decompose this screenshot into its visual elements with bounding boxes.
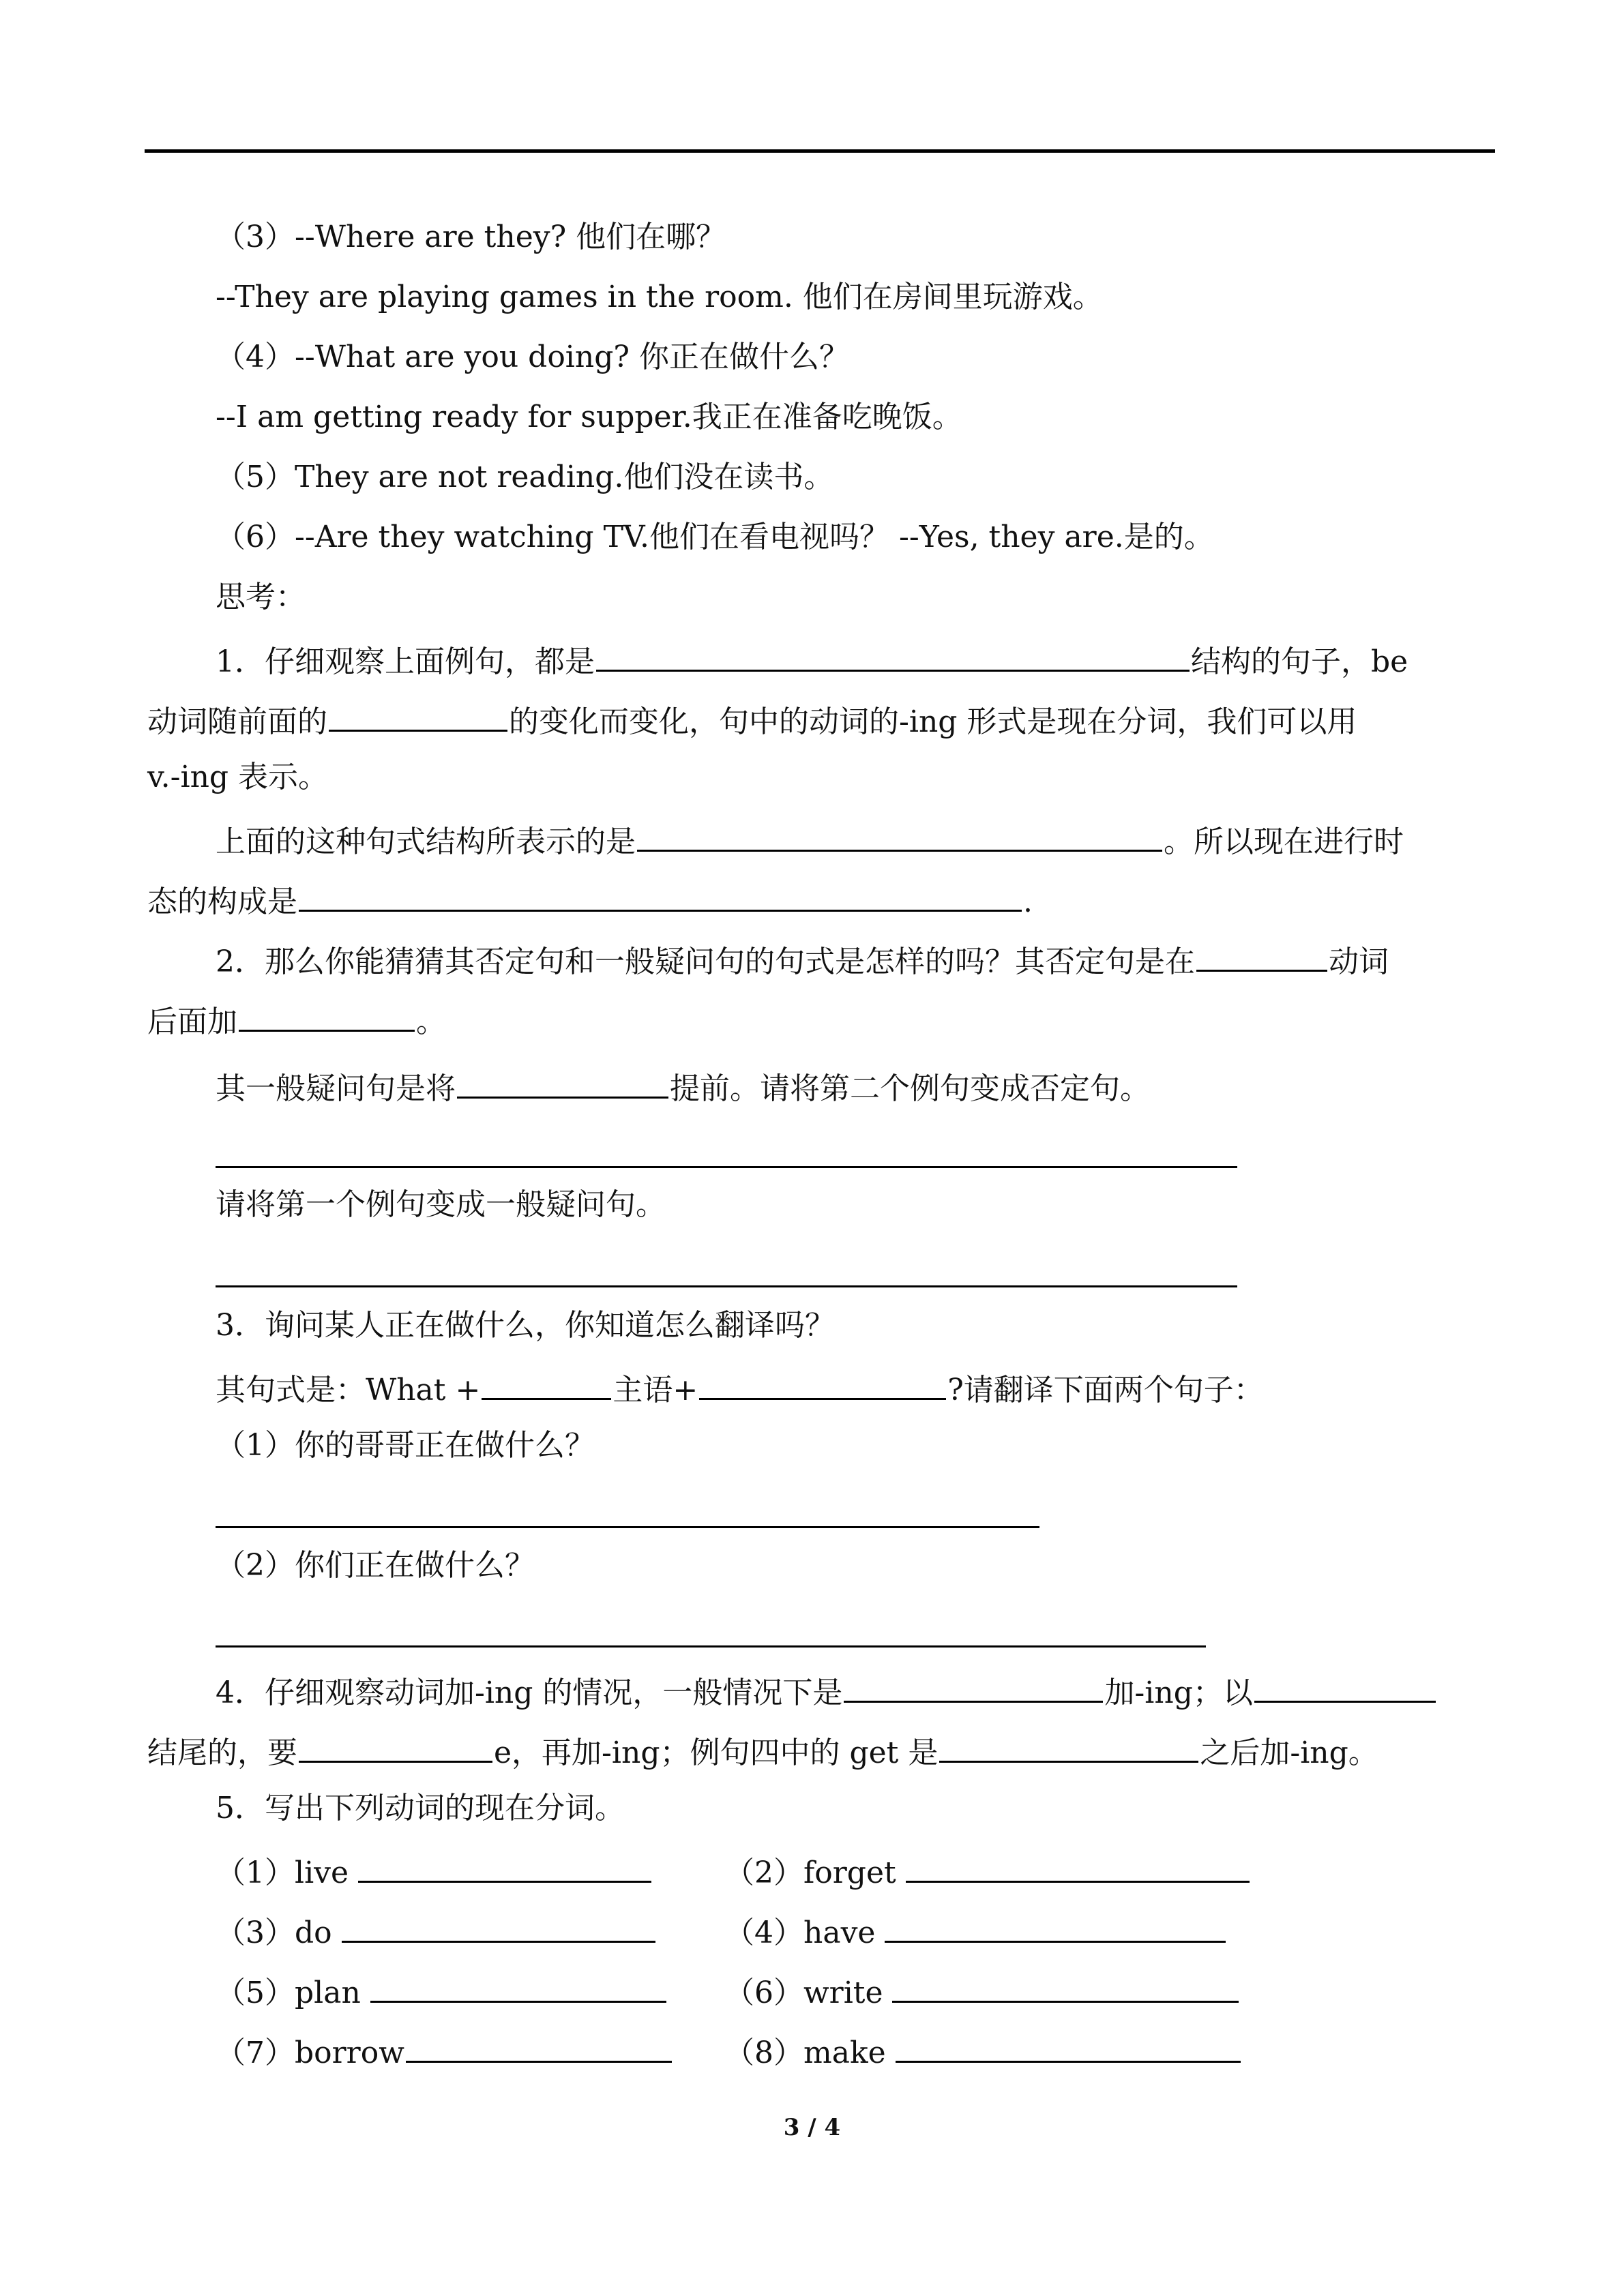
- q3-sentence-2: （2）你们正在做什么？: [216, 1548, 535, 1583]
- q5-blank[interactable]: [896, 2028, 1241, 2063]
- q2-text: 。: [416, 1004, 446, 1039]
- q4-line1: [216, 1668, 1437, 1714]
- think-heading: 思考：: [216, 580, 306, 614]
- q2-line4: 请将第一个例句变成一般疑问句。: [216, 1187, 666, 1222]
- q5-item-label: （7）borrow: [216, 2036, 404, 2070]
- q1-line5: [147, 877, 1033, 923]
- q3-sentence-1: （1）你的哥哥正在做什么？: [216, 1428, 595, 1463]
- q5-item-label: （3）do: [216, 1915, 332, 1950]
- q2-text: 提前。请将第二个例句变成否定句。: [670, 1071, 1150, 1106]
- example-3-answer: --They are playing games in the room. 他们在房间里玩游戏。: [216, 280, 1103, 314]
- q2-answer-line-question[interactable]: [216, 1285, 1237, 1287]
- q2-text: 后面加: [147, 1004, 237, 1039]
- q1-line3: v.-ing 表示。: [147, 760, 329, 794]
- q5-item-label: （5）plan: [216, 1976, 361, 2010]
- q5-item-label: （4）have: [724, 1915, 876, 1950]
- q5-item-3: [216, 1908, 657, 1954]
- q5-item-label: （2）forget: [724, 1855, 896, 1890]
- q1-line1: [216, 637, 1408, 683]
- q3-line2: [216, 1365, 1264, 1411]
- q2-text: 2．那么你能猜猜其否定句和一般疑问句的句式是怎样的吗？其否定句是在: [216, 944, 1195, 979]
- q5-blank[interactable]: [406, 2028, 672, 2063]
- q1-blank-structure[interactable]: [596, 637, 1190, 672]
- q1-text: 动词随前面的: [147, 704, 327, 739]
- q3-answer-line-2[interactable]: [216, 1645, 1206, 1648]
- q5-blank[interactable]: [342, 1908, 655, 1943]
- q1-text: 的变化而变化，句中的动词的-ing 形式是现在分词，我们可以用: [509, 704, 1357, 739]
- q5-blank[interactable]: [370, 1968, 666, 2003]
- header-rule: [145, 149, 1495, 153]
- q5-item-7: [216, 2028, 673, 2074]
- example-4-answer: --I am getting ready for supper.我正在准备吃晚饭。: [216, 400, 962, 434]
- q3-line1: 3．询问某人正在做什么，你知道怎么翻译吗？: [216, 1308, 835, 1343]
- q4-text: 加-ing；以: [1104, 1675, 1253, 1710]
- q1-line2: [147, 697, 1357, 743]
- q2-line1: [216, 937, 1389, 983]
- q3-blank-doing[interactable]: [699, 1365, 946, 1400]
- q3-text: 主语+: [612, 1373, 698, 1407]
- q5-item-2: [724, 1848, 1251, 1894]
- example-6: （6）--Are they watching TV.他们在看电视吗？ --Yes, they are.是的。: [216, 520, 1214, 554]
- example-3-question: （3）--Where are they? 他们在哪？: [216, 220, 726, 254]
- q2-answer-line-negative[interactable]: [216, 1166, 1237, 1168]
- q1-text: 态的构成是: [147, 884, 297, 919]
- example-5: （5）They are not reading.他们没在读书。: [216, 460, 834, 494]
- q1-text: 上面的这种句式结构所表示的是: [216, 824, 636, 859]
- q3-text: 其句式是：What +: [216, 1373, 481, 1407]
- q4-text: 4．仔细观察动词加-ing 的情况，一般情况下是: [216, 1675, 843, 1710]
- q5-blank[interactable]: [906, 1848, 1250, 1883]
- q3-blank-be[interactable]: [482, 1365, 611, 1400]
- q3-text: ?请翻译下面两个句子：: [947, 1373, 1264, 1407]
- q1-text: 1．仔细观察上面例句，都是: [216, 644, 595, 679]
- q2-blank-front[interactable]: [457, 1064, 668, 1099]
- q5-item-5: [216, 1968, 668, 2014]
- q5-item-6: [724, 1968, 1240, 2014]
- q5-item-label: （8）make: [724, 2036, 886, 2070]
- q4-blank-double[interactable]: [939, 1728, 1198, 1763]
- q1-line4: [216, 817, 1404, 863]
- q1-text: .: [1023, 884, 1033, 919]
- q5-item-1: [216, 1848, 653, 1894]
- q4-blank-drop[interactable]: [299, 1728, 492, 1763]
- q4-text: 之后加-ing。: [1200, 1735, 1378, 1770]
- q4-blank-general[interactable]: [844, 1668, 1103, 1703]
- q1-blank-meaning[interactable]: [637, 817, 1162, 852]
- q4-text: e，再加-ing；例句四中的 get 是: [494, 1735, 939, 1770]
- q2-line3: [216, 1064, 1150, 1109]
- q2-blank-not[interactable]: [239, 997, 415, 1032]
- q5-item-label: （6）write: [724, 1976, 883, 2010]
- q4-line2: [147, 1728, 1378, 1774]
- q5-blank[interactable]: [892, 1968, 1239, 2003]
- q5-blank[interactable]: [885, 1908, 1226, 1943]
- q1-text: 。所以现在进行时: [1164, 824, 1404, 859]
- q5-item-4: [724, 1908, 1227, 1954]
- q4-text: 结尾的，要: [147, 1735, 297, 1770]
- q1-blank-subject[interactable]: [329, 697, 507, 732]
- q2-text: 动词: [1329, 944, 1389, 979]
- q2-line2: [147, 997, 446, 1043]
- q5-item-8: [724, 2028, 1242, 2074]
- q1-blank-formation[interactable]: [299, 877, 1022, 912]
- q2-text: 其一般疑问句是将: [216, 1071, 456, 1106]
- q4-blank-ending[interactable]: [1254, 1668, 1436, 1703]
- q3-answer-line-1[interactable]: [216, 1526, 1039, 1528]
- q5-blank[interactable]: [358, 1848, 651, 1883]
- q2-blank-verb[interactable]: [1196, 937, 1327, 972]
- example-4-question: （4）--What are you doing? 你正在做什么？: [216, 340, 849, 374]
- page-number: 3 / 4: [783, 2114, 841, 2141]
- q5-title: 5．写出下列动词的现在分词。: [216, 1791, 625, 1825]
- q5-item-label: （1）live: [216, 1855, 349, 1890]
- q1-text: 结构的句子，be: [1191, 644, 1408, 679]
